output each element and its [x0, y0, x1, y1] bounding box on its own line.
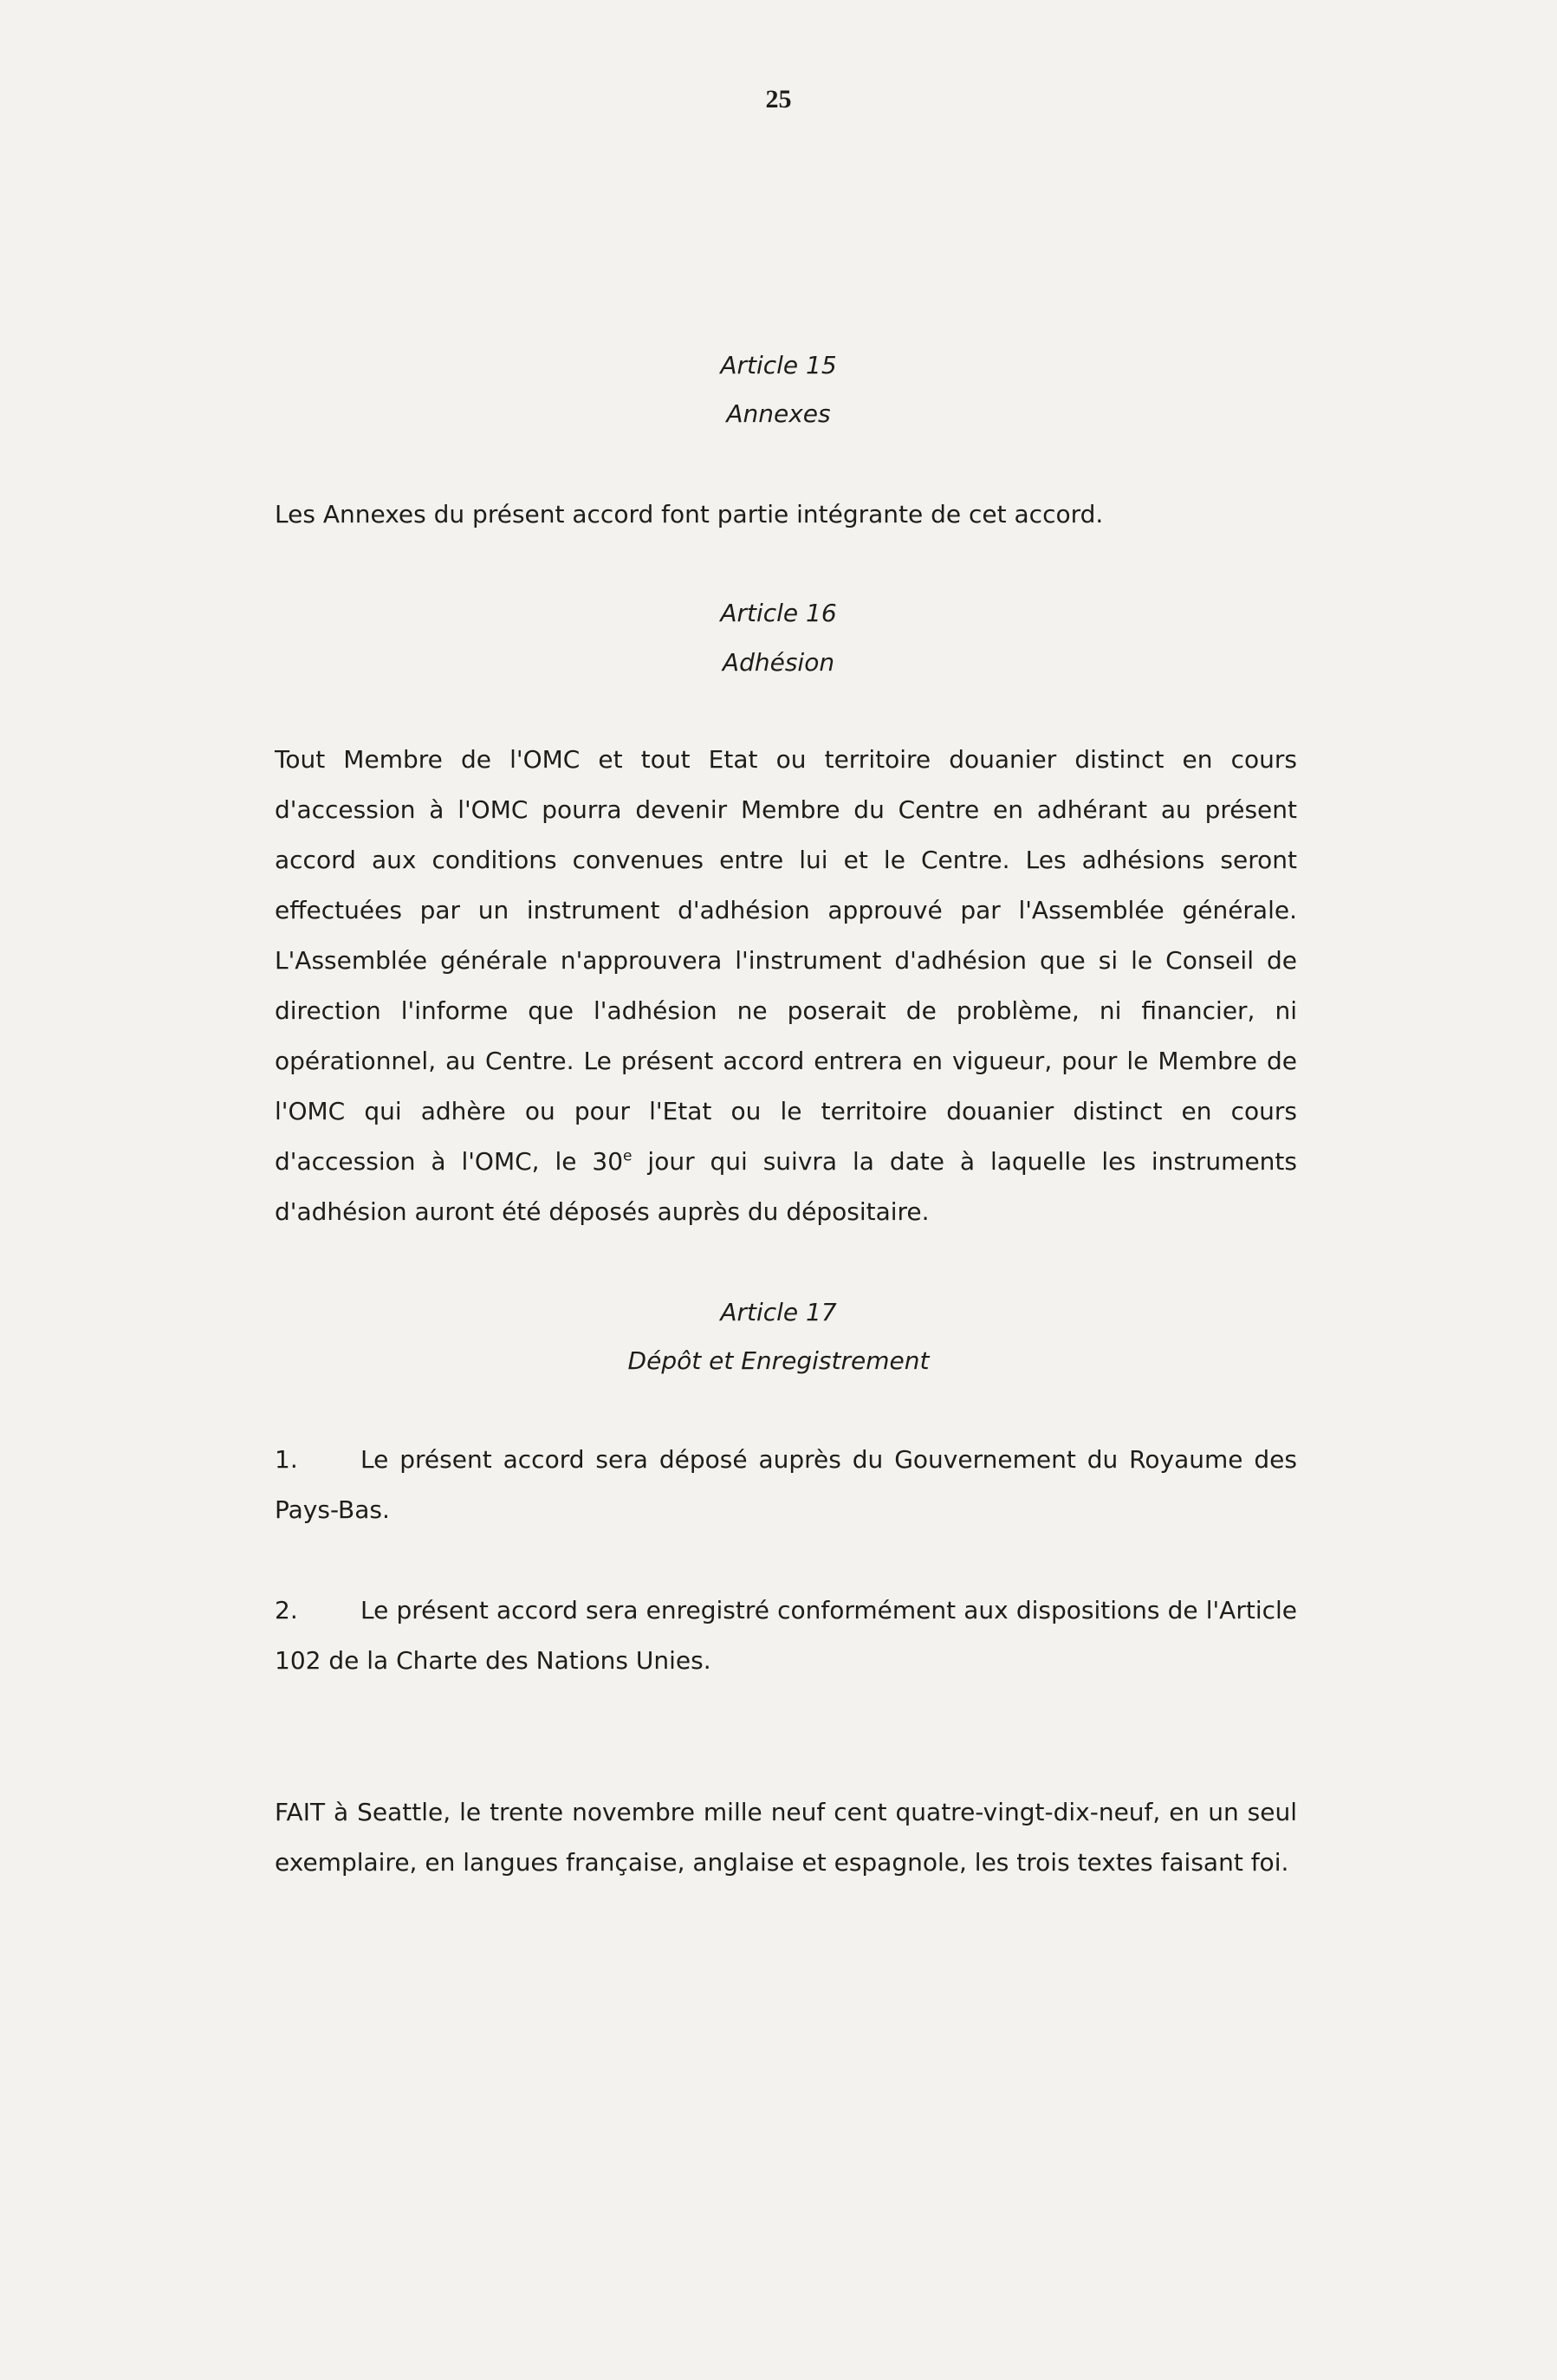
article-16-text-part1: Tout Membre de l'OMC et tout Etat ou territoire douanier distinct en cours d'accession à l'OMC pourra devenir Membre du Centre en adhérant au présent accord aux conditions convenues entre lui et le Centre. Les adhésions seront effectuées par un instrument d'adhésion approuvé par l'Assemblée générale. L'Assemblée générale n'approuvera l'instrument d'adhésion que si le Conseil de direction l'informe que l'adhésion ne poserait de problème, ni financier, ni opérationnel, au Centre. Le présent accord entrera en vigueur, pour le Membre de l'OMC qui adhère ou pour l'Etat ou le territoire douanier distinct en cours d'accession à l'OMC, le 30: [275, 745, 1297, 1176]
article-17-subtitle: Dépôt et Enregistrement: [627, 1346, 930, 1375]
item-1-text: Le présent accord sera déposé auprès du Gouvernement du Royaume des Pays-Bas.: [275, 1445, 1297, 1524]
page-number: 25: [765, 85, 792, 113]
article-15-subtitle: Annexes: [726, 399, 831, 428]
item-2-text: Le présent accord sera enregistré conformément aux dispositions de l'Article 102 de la Charte des Nations Unies.: [275, 1596, 1297, 1675]
item-2-number: 2.: [275, 1596, 298, 1624]
article-16-text: [275, 735, 1297, 1237]
article-17-item-1: [275, 1435, 1297, 1535]
article-17-item-2: [275, 1586, 1297, 1686]
article-16-title: Article 16: [720, 599, 837, 627]
article-16-text-part2: jour qui suivra la date à laquelle les instruments d'adhésion auront été déposés auprès du dépositaire.: [275, 1147, 1297, 1226]
ordinal-suffix: e: [623, 1147, 633, 1165]
closing-paragraph: FAIT à Seattle, le trente novembre mille neuf cent quatre-vingt-dix-neuf, en un seul exemplaire, en langues française, anglaise et espagnole, les trois textes faisant foi.: [275, 1798, 1297, 1877]
article-15-title: Article 15: [720, 351, 837, 379]
article-15-text: Les Annexes du présent accord font partie intégrante de cet accord.: [275, 500, 1104, 529]
item-1-number: 1.: [275, 1445, 298, 1474]
article-16-subtitle: Adhésion: [722, 648, 835, 677]
article-17-title: Article 17: [720, 1298, 837, 1326]
